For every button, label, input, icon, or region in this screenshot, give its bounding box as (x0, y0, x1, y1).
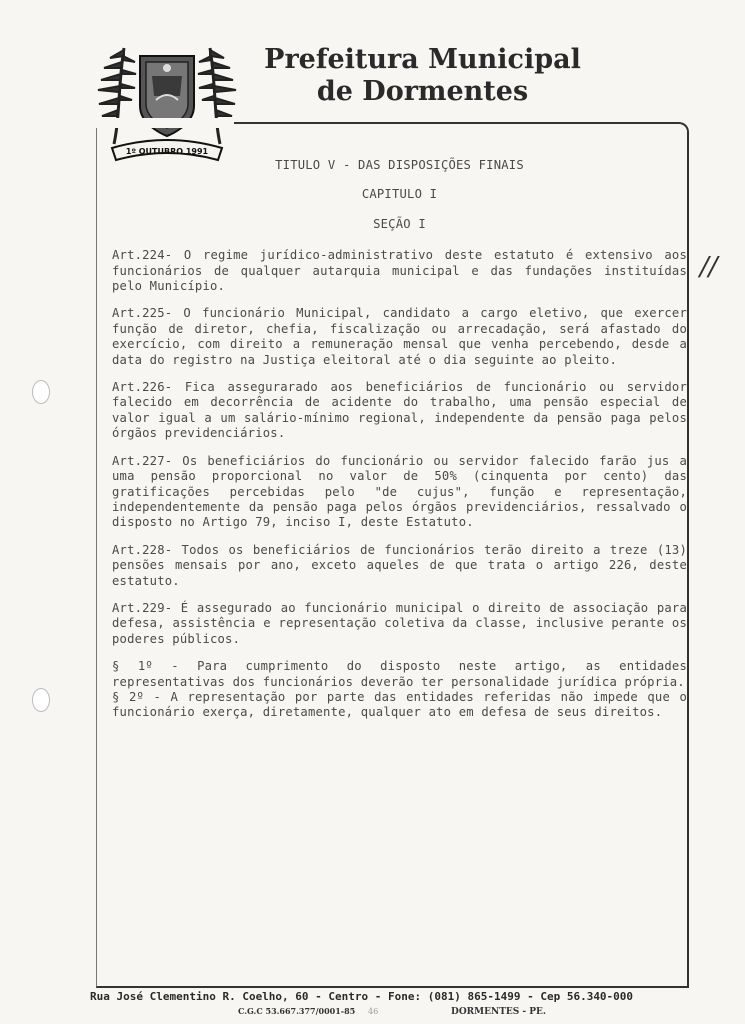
titulo-heading: TITULO V - DAS DISPOSIÇÕES FINAIS (275, 158, 524, 172)
article-228: Art.228- Todos os beneficiários de funcionários terão direito a treze (13) pensões mensais por ano, exceto aqueles de que trata o artigo 226, deste estatuto. (112, 542, 687, 588)
footer-city: DORMENTES - PE. (451, 1007, 547, 1017)
punch-hole-bottom (32, 688, 50, 712)
capitulo-heading: CAPITULO I (361, 187, 438, 202)
page-number: 46 (368, 1007, 379, 1016)
header-title-line2: de Dormentes (316, 76, 529, 107)
footer-cgc: C.G.C 53.667.377/0001-85 (238, 1006, 356, 1016)
article-225: Art.225- O funcionário Municipal, candidato a cargo eletivo, que exercer função de diretor, chefia, fiscalização ou arrecadação, será afastado do exercício, com direito a remuneração mensal que venha percebendo, desde a data do registro na Justiça eleitoral até o dia seguinte ao pleito. (112, 306, 687, 367)
header-title-line1: Prefeitura Municipal (264, 44, 581, 75)
article-229: Art.229- É assegurado ao funcionário municipal o direito de associação para defesa, assistência e representação coletiva da classe, inclusive perante os poderes públicos. (112, 600, 687, 646)
punch-hole-top (32, 380, 50, 404)
document-body (112, 158, 687, 733)
paragraph-2: § 2º - A representação por parte das entidades referidas não impede que o funcionário exerça, diretamente, qualquer ato em defesa de seus direitos. (112, 689, 687, 720)
article-224: Art.224- O regime jurídico-administrativo deste estatuto é extensivo aos funcionários de qualquer autarquia municipal e das fundações instituídas pelo Município. (112, 248, 687, 294)
article-226: Art.226- Fica assegurarado aos beneficiários de funcionário ou servidor falecido em decorrência de acidente do trabalho, uma pensão especial de valor igual a um salário-mínimo regional, independente da pensão paga pelos órgãos previdenciários. (112, 380, 687, 441)
footer-address: Rua José Clementino R. Coelho, 60 - Centro - Fone: (081) 865-1499 - Cep 56.340-000 (90, 990, 634, 1003)
page-header (250, 44, 595, 108)
secao-heading: SEÇÃO I (373, 216, 426, 231)
footer-info (238, 1006, 638, 1017)
article-227: Art.227- Os beneficiários do funcionário ou servidor falecido farão jus a uma pensão proporcional no valor de 50% (cinquenta por cento) das gratificações percebidas pelo "de cujus", função e representação, independentemente da pensão paga pelos órgãos previdenciários, ressalvado o disposto no Artigo 79, inciso I, deste Estatuto. (112, 453, 687, 530)
crest-banner-text: 1º OUTUBRO 1991 (125, 147, 209, 156)
margin-mark: // (696, 252, 721, 282)
paragraph-1: § 1º - Para cumprimento do disposto neste artigo, as entidades representativas dos funcionários deverão ter personalidade jurídica própria. (112, 659, 687, 689)
